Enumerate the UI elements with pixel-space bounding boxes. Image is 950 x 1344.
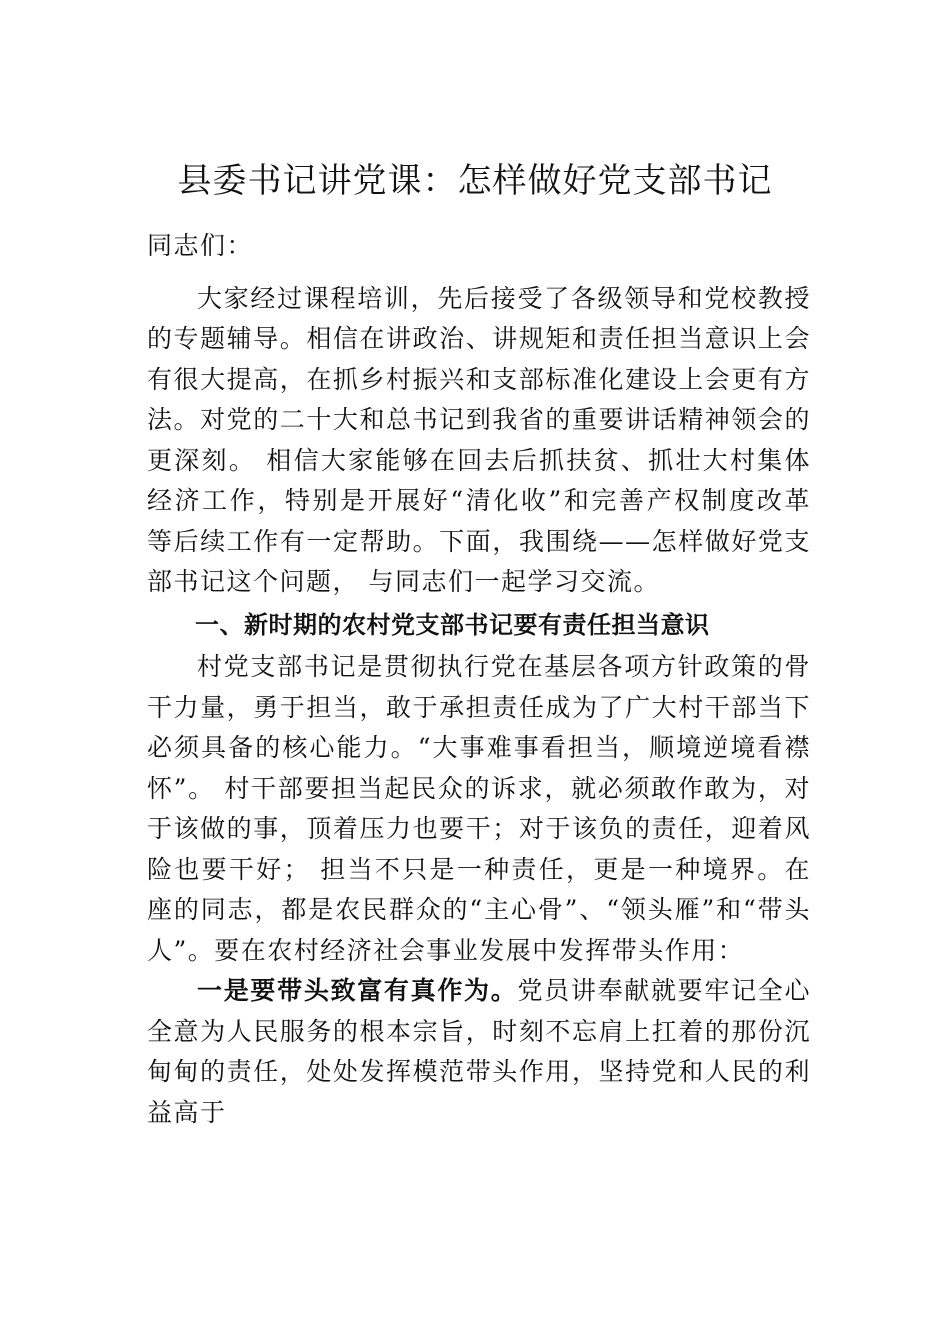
section-heading-1: 一、新时期的农村党支部书记要有责任担当意识 — [195, 610, 710, 639]
salutation: 同志们： — [147, 231, 254, 260]
paragraph-intro: 大家经过课程培训，先后接受了各级领导和党校教授的专题辅导。相信在讲政治、讲规矩和责任担当意识上会有很大提高，在抓乡村振兴和支部标准化建设上会更有方法。对党的二十大和总书记到我省的重要讲话精神领会的更深刻。 相信大家能够在回去后抓扶贫、抓壮大村集体经济工作，特别是开展好“清化收”和完善产权制度改革等后续工作有一定帮助。下面，我围绕——怎样做好党支部书记这个问题， 与同志们一起学习交流。 — [147, 283, 811, 596]
paragraph-lead-text: 党员讲奉献就要牢记全心全意为人民服务的根本宗旨，时刻不忘肩上扛着的那份沉甸甸的责任，处处发挥模范带头作用，坚持党和人民的利益高于 — [147, 976, 811, 1127]
document-body — [147, 226, 811, 1133]
paragraph-responsibility: 村党支部书记是贯彻执行党在基层各项方针政策的骨干力量，勇于担当，敢于承担责任成为了广大村干部当下必须具备的核心能力。“大事难事看担当，顺境逆境看襟怀”。 村干部要担当起民众的诉求，就必须敢作敢为，对于该做的事，顶着压力也要干；对于该负的责任，迎着风险也要干好； 担当不只是一种责任，更是一种境界。在座的同志，都是农民群众的“主心骨”、“领头雁”和“带头人”。要在农村经济社会事业发展中发挥带头作用： — [147, 652, 811, 965]
paragraph-lead-by-example — [147, 971, 811, 1133]
document-title: 县委书记讲党课：怎样做好党支部书记 — [177, 161, 773, 201]
paragraph-lead-bold: 一是要带头致富有真作为。 — [197, 976, 518, 1005]
